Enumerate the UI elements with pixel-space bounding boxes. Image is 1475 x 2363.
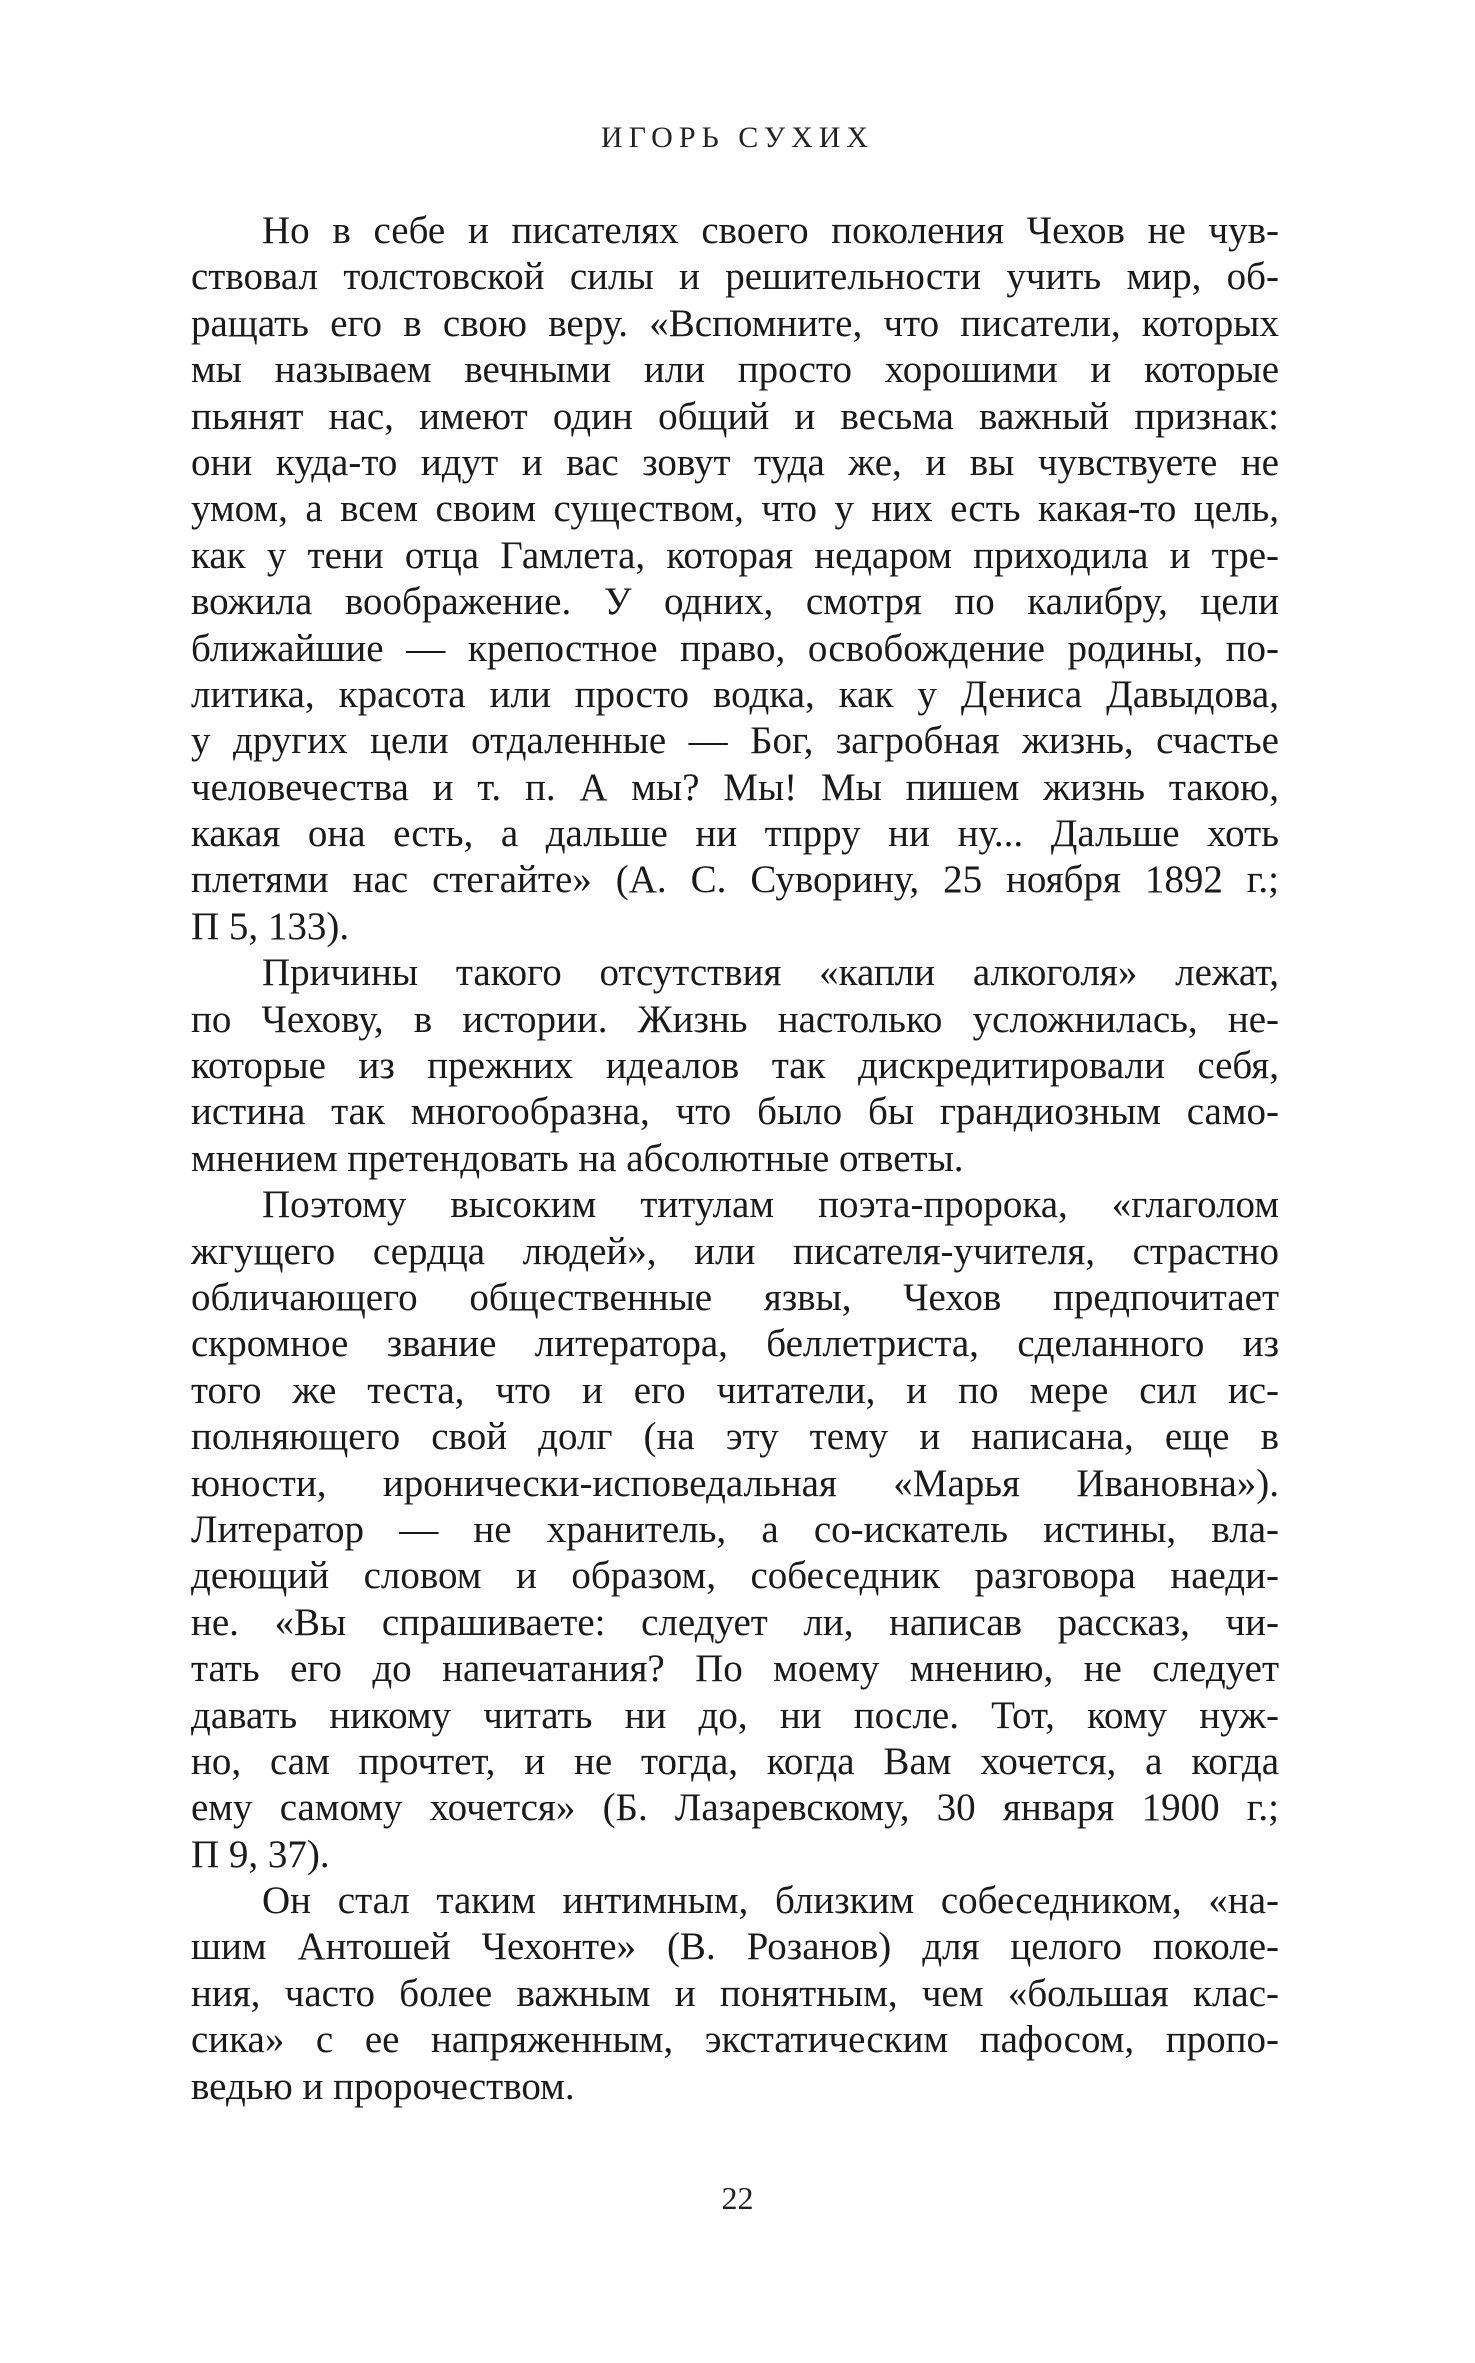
text-line: Литератор — не хранитель, а со-искатель истины, вла- — [191, 1507, 1279, 1551]
paragraph — [191, 1878, 1279, 2110]
text-line: Он стал таким интимным, близким собеседником, «на- — [262, 1879, 1279, 1923]
text-line: ния, часто более важным и понятным, чем «большая клас- — [191, 1971, 1279, 2015]
text-line: юности, иронически-исповедальная «Марья Ивановна»). — [191, 1461, 1279, 1505]
text-line: какая она есть, а дальше ни тпрру ни ну... Дальше хоть — [191, 812, 1279, 856]
text-line: ведью и пророчеством. — [191, 2064, 575, 2108]
text-line: они куда-то идут и вас зовут туда же, и вы чувствуете не — [191, 440, 1279, 484]
text-line: как у тени отца Гамлета, которая недаром приходила и тре- — [191, 533, 1279, 577]
text-line: по Чехову, в истории. Жизнь настолько усложнилась, не- — [191, 997, 1279, 1041]
page-number: 22 — [721, 2180, 754, 2216]
text-line: П 9, 37). — [191, 1832, 330, 1876]
text-line: Поэтому высоким титулам поэта-пророка, «глаголом — [262, 1183, 1279, 1227]
text-line: мы называем вечными или просто хорошими и которые — [191, 348, 1279, 392]
text-line: сика» с ее напряженным, экстатическим пафосом, пропо- — [191, 2018, 1279, 2062]
text-line: пьянят нас, имеют один общий и весьма важный признак: — [191, 394, 1279, 438]
text-line: жгущего сердца людей», или писателя-учителя, страстно — [191, 1229, 1279, 1273]
text-line: умом, а всем своим существом, что у них есть какая-то цель, — [191, 487, 1279, 531]
text-line: полняющего свой долг (на эту тему и написана, еще в — [191, 1415, 1279, 1459]
text-line: вожила воображение. У одних, смотря по калибру, цели — [191, 580, 1279, 624]
text-line: не. «Вы спрашиваете: следует ли, написав рассказ, чи- — [191, 1600, 1279, 1644]
paragraph — [191, 1182, 1279, 1878]
text-line: деющий словом и образом, собеседник разговора наеди- — [191, 1554, 1279, 1598]
paragraph — [191, 208, 1279, 950]
text-line: П 5, 133). — [191, 904, 350, 948]
text-line: у других цели отдаленные — Бог, загробная жизнь, счастье — [191, 719, 1279, 763]
text-line: Причины такого отсутствия «капли алкоголя» лежат, — [262, 951, 1279, 995]
text-line: мнением претендовать на абсолютные ответы. — [191, 1136, 964, 1180]
text-line: ствовал толстовской силы и решительности учить мир, об- — [191, 255, 1279, 299]
text-line: тать его до напечатания? По моему мнению, не следует — [191, 1647, 1279, 1691]
text-line: плетями нас стегайте» (А. С. Суворину, 25 ноября 1892 г.; — [191, 858, 1279, 902]
text-line: скромное звание литератора, беллетриста, сделанного из — [191, 1322, 1279, 1366]
text-line: которые из прежних идеалов так дискредитировали себя, — [191, 1044, 1279, 1088]
text-line: ему самому хочется» (Б. Лазаревскому, 30 января 1900 г.; — [191, 1786, 1279, 1830]
text-line: человечества и т. п. А мы? Мы! Мы пишем жизнь такою, — [191, 765, 1279, 809]
text-line: того же теста, что и его читатели, и по мере сил ис- — [191, 1368, 1279, 1412]
paragraph — [191, 950, 1279, 1182]
text-line: шим Антошей Чехонте» (В. Розанов) для целого поколе- — [191, 1925, 1279, 1969]
body-text — [191, 208, 1279, 2110]
text-line: давать никому читать ни до, ни после. Тот, кому нуж- — [191, 1693, 1279, 1737]
text-line: но, сам прочтет, и не тогда, когда Вам хочется, а когда — [191, 1739, 1279, 1783]
text-line: обличающего общественные язвы, Чехов предпочитает — [191, 1275, 1279, 1319]
text-line: Но в себе и писателях своего поколения Чехов не чув- — [262, 209, 1279, 252]
text-line: ближайшие — крепостное право, освобождение родины, по- — [191, 626, 1279, 670]
text-line: истина так многообразна, что было бы грандиозным само- — [191, 1090, 1279, 1134]
text-line: литика, красота или просто водка, как у Дениса Давыдова, — [191, 672, 1279, 716]
text-line: ращать его в свою веру. «Вспомните, что писатели, которых — [191, 301, 1279, 345]
running-head-author: ИГОРЬ СУХИХ — [600, 121, 875, 154]
